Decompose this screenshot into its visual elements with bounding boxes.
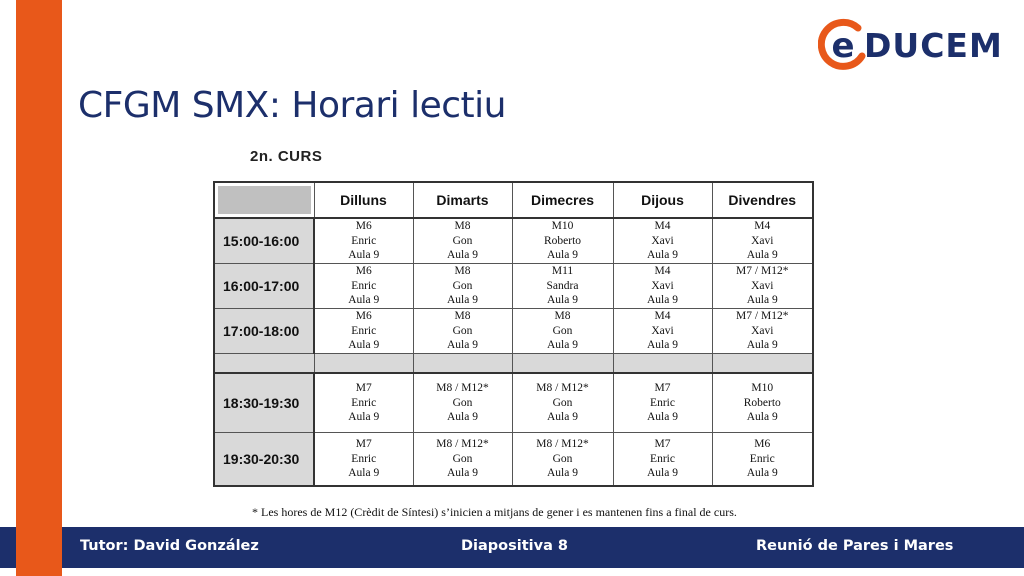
class-cell: [413, 373, 512, 433]
time-slot: 18:30-19:30: [214, 373, 314, 433]
teacher-name: Xavi: [751, 279, 774, 292]
module-code: M7: [355, 438, 372, 451]
module-code: M6: [754, 438, 771, 451]
left-accent-bar: [16, 0, 62, 576]
teacher-name: Roberto: [743, 396, 781, 409]
schedule-corner-cell: [214, 182, 314, 218]
module-code: M6: [355, 310, 372, 323]
schedule-row: [214, 433, 813, 487]
classroom: Aula 9: [348, 339, 380, 352]
teacher-name: Enric: [351, 234, 377, 247]
module-code: M8: [554, 310, 571, 323]
time-slot: 15:00-16:00: [214, 218, 314, 264]
schedule-table: [213, 181, 814, 487]
classroom: Aula 9: [547, 249, 578, 262]
day-header: Dijous: [613, 182, 712, 218]
teacher-name: Gon: [552, 324, 573, 337]
classroom: Aula 9: [348, 411, 380, 424]
class-cell: [613, 433, 712, 487]
teacher-name: Gon: [452, 279, 473, 292]
class-cell: [413, 264, 512, 309]
classroom: Aula 9: [647, 411, 678, 424]
footer-bar: [0, 527, 1024, 568]
module-code: M8 / M12*: [436, 438, 489, 451]
class-cell: [314, 309, 413, 354]
teacher-name: Gon: [552, 396, 573, 409]
class-cell: [413, 218, 512, 264]
classroom: Aula 9: [647, 339, 678, 352]
break-cell: [314, 354, 413, 374]
break-cell: [613, 354, 712, 374]
module-code: M4: [654, 220, 671, 233]
class-cell: [712, 218, 813, 264]
schedule-row: [214, 264, 813, 309]
module-code: M8: [454, 220, 471, 233]
educem-logo: [818, 14, 1008, 78]
teacher-name: Xavi: [751, 324, 774, 337]
class-cell: [314, 373, 413, 433]
teacher-name: Gon: [452, 396, 473, 409]
class-cell: [512, 309, 613, 354]
footer-tutor: Tutor: David González: [80, 538, 259, 554]
classroom: Aula 9: [746, 339, 778, 352]
teacher-name: Xavi: [651, 324, 674, 337]
class-cell: [712, 433, 813, 487]
classroom: Aula 9: [447, 411, 478, 424]
classroom: Aula 9: [348, 467, 380, 480]
teacher-name: Gon: [452, 234, 473, 247]
classroom: Aula 9: [447, 249, 478, 262]
module-code: M4: [654, 265, 671, 278]
teacher-name: Gon: [452, 452, 473, 465]
class-cell: [613, 218, 712, 264]
classroom: Aula 9: [647, 467, 678, 480]
classroom: Aula 9: [746, 249, 778, 262]
teacher-name: Enric: [650, 396, 675, 409]
classroom: Aula 9: [547, 294, 578, 307]
class-cell: [512, 433, 613, 487]
time-slot: 16:00-17:00: [214, 264, 314, 309]
classroom: Aula 9: [547, 411, 578, 424]
teacher-name: Xavi: [751, 234, 774, 247]
time-slot: 17:00-18:00: [214, 309, 314, 354]
footer-left-accent: [16, 527, 62, 576]
class-cell: [413, 433, 512, 487]
classroom: Aula 9: [447, 467, 478, 480]
class-cell: [712, 309, 813, 354]
classroom: Aula 9: [547, 467, 578, 480]
module-code: M7: [654, 382, 671, 395]
day-header: Dimarts: [413, 182, 512, 218]
teacher-name: Enric: [351, 324, 377, 337]
day-header: Dilluns: [314, 182, 413, 218]
teacher-name: Xavi: [651, 234, 674, 247]
classroom: Aula 9: [647, 249, 678, 262]
schedule-header-row: [214, 182, 813, 218]
class-cell: [613, 373, 712, 433]
classroom: Aula 9: [348, 294, 380, 307]
teacher-name: Enric: [650, 452, 675, 465]
day-header: Divendres: [712, 182, 813, 218]
class-cell: [314, 264, 413, 309]
module-code: M7 / M12*: [736, 310, 789, 323]
teacher-name: Enric: [351, 279, 377, 292]
time-slot: 19:30-20:30: [214, 433, 314, 487]
module-code: M11: [551, 265, 574, 278]
educem-logo-text: DUCEM: [864, 26, 1003, 65]
schedule-row: [214, 218, 813, 264]
teacher-name: Sandra: [546, 279, 579, 292]
classroom: Aula 9: [647, 294, 678, 307]
class-cell: [512, 373, 613, 433]
module-code: M8: [454, 310, 471, 323]
schedule-footnote: * Les hores de M12 (Crèdit de Síntesi) s’inicien a mitjans de gener i es mantenen fins a final de curs.: [252, 505, 737, 519]
module-code: M8 / M12*: [436, 382, 489, 395]
module-code: M6: [355, 220, 372, 233]
classroom: Aula 9: [547, 339, 578, 352]
break-cell: [512, 354, 613, 374]
teacher-name: Enric: [749, 452, 775, 465]
class-cell: [613, 309, 712, 354]
break-cell: [413, 354, 512, 374]
module-code: M8: [454, 265, 471, 278]
classroom: Aula 9: [746, 411, 778, 424]
page-title: CFGM SMX: Horari lectiu: [78, 85, 506, 126]
class-cell: [512, 264, 613, 309]
break-cell: [712, 354, 813, 374]
teacher-name: Enric: [351, 396, 377, 409]
teacher-name: Gon: [552, 452, 573, 465]
module-code: M8 / M12*: [536, 382, 589, 395]
module-code: M8 / M12*: [536, 438, 589, 451]
course-subtitle: 2n. CURS: [250, 148, 323, 165]
teacher-name: Xavi: [651, 279, 674, 292]
educem-logo-mark: [818, 16, 868, 72]
module-code: M7: [355, 382, 372, 395]
teacher-name: Roberto: [543, 234, 582, 247]
teacher-name: Gon: [452, 324, 473, 337]
classroom: Aula 9: [746, 294, 778, 307]
classroom: Aula 9: [447, 339, 478, 352]
class-cell: [712, 373, 813, 433]
footer-event: Reunió de Pares i Mares: [756, 538, 954, 554]
day-header: Dimecres: [512, 182, 613, 218]
classroom: Aula 9: [348, 249, 380, 262]
module-code: M6: [355, 265, 372, 278]
educem-logo-letter: e: [831, 26, 855, 66]
break-cell: [214, 354, 314, 374]
class-cell: [613, 264, 712, 309]
schedule-row: [214, 309, 813, 354]
teacher-name: Enric: [351, 452, 377, 465]
break-row: [214, 354, 813, 374]
class-cell: [512, 218, 613, 264]
class-cell: [314, 218, 413, 264]
module-code: M4: [654, 310, 671, 323]
module-code: M10: [751, 382, 774, 395]
classroom: Aula 9: [746, 467, 778, 480]
class-cell: [413, 309, 512, 354]
module-code: M4: [754, 220, 771, 233]
module-code: M10: [551, 220, 574, 233]
module-code: M7 / M12*: [736, 265, 789, 278]
footer-slide-number: Diapositiva 8: [461, 538, 569, 554]
class-cell: [712, 264, 813, 309]
class-cell: [314, 433, 413, 487]
schedule-row: [214, 373, 813, 433]
module-code: M7: [654, 438, 671, 451]
classroom: Aula 9: [447, 294, 478, 307]
